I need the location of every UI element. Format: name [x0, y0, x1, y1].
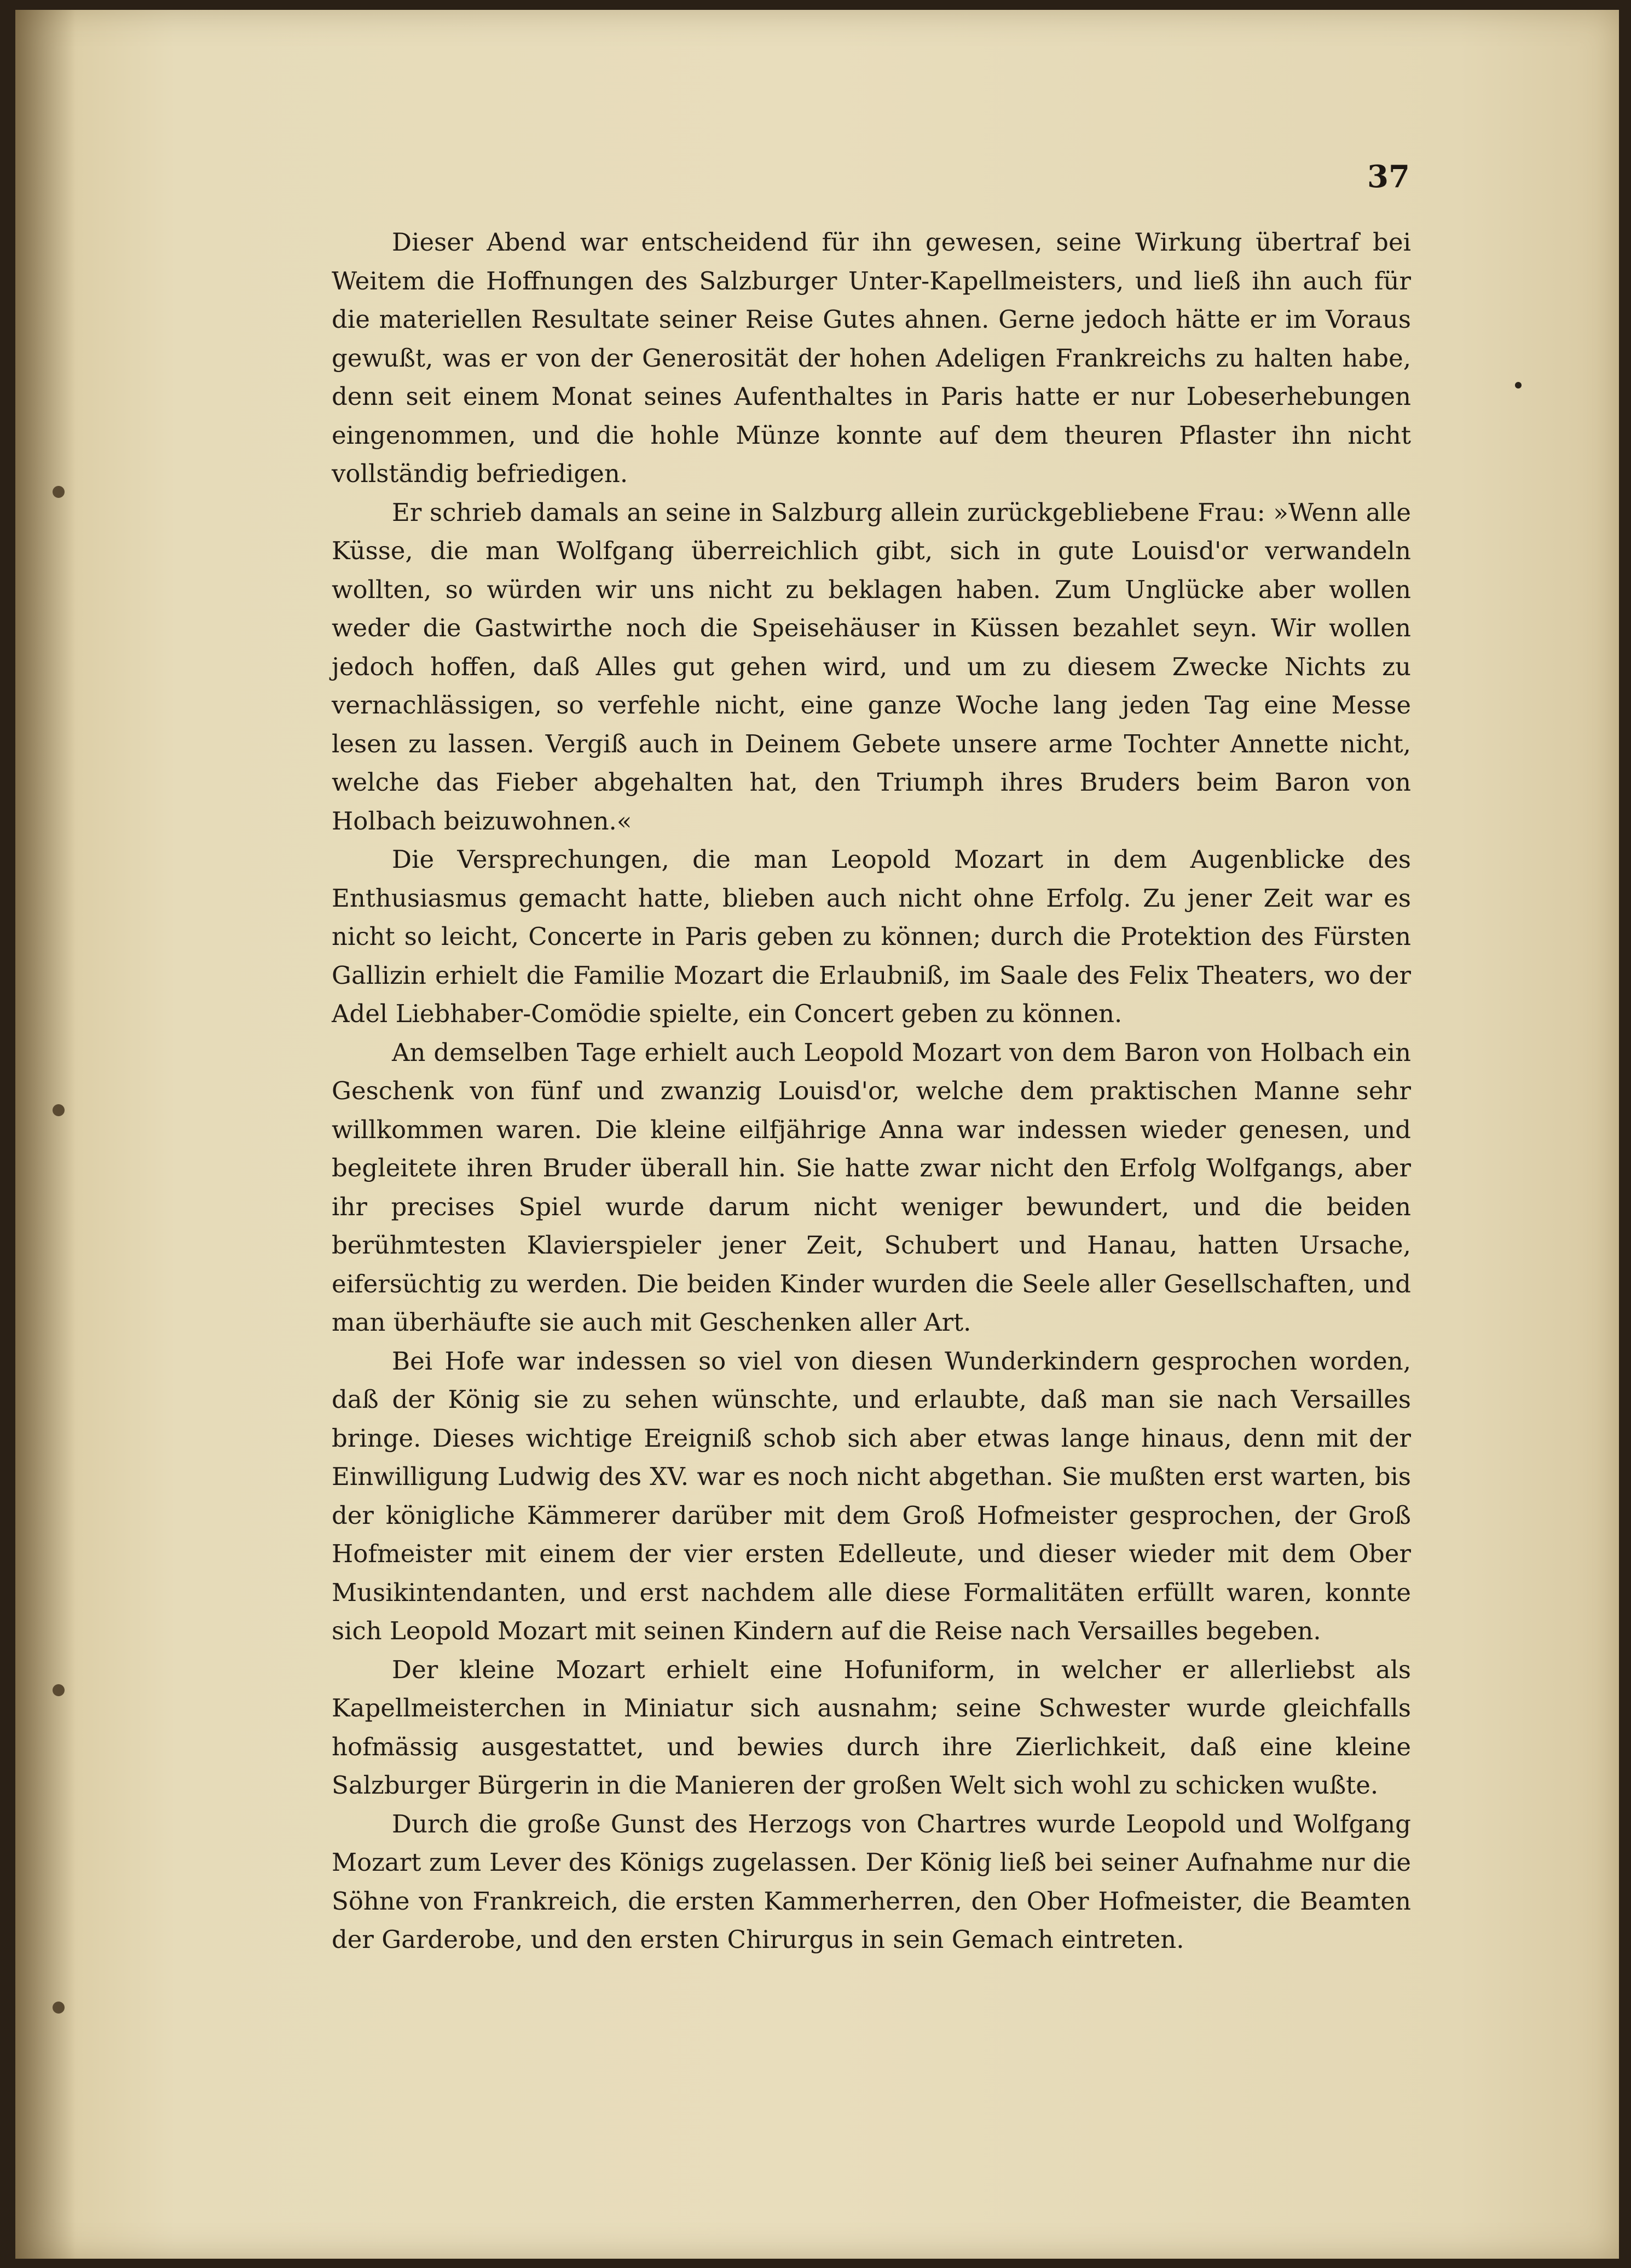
paragraph: Durch die große Gunst des Herzogs von Chartres wurde Leopold und Wolfgang Mozart zum Lever des Königs zugelassen. Der König ließ bei seiner Aufnahme nur die Söhne von Frankreich, die ersten Kammerherren, den Ober Hofmeister, die Beamten der Garderobe, und den ersten Chirurgus in sein Gemach eintreten. — [332, 1809, 1411, 1954]
paragraph: Bei Hofe war indessen so viel von diesen Wunderkindern gesprochen worden, daß der König sie zu sehen wünschte, und erlaubte, daß man sie nach Versailles bringe. Dieses wichtige Ereigniß schob sich aber etwas lange hinaus, denn mit der Einwilligung Ludwig des XV. war es noch nicht abgethan. Sie mußten erst warten, bis der königliche Kämmerer darüber mit dem Groß Hofmeister gesprochen, der Groß Hofmeister mit einem der vier ersten Edelleute, und dieser wieder mit dem Ober Musikintendanten, und erst nachdem alle diese Formalitäten erfüllt waren, konnte sich Leopold Mozart mit seinen Kindern auf die Reise nach Versailles begeben. — [332, 1346, 1411, 1645]
binding-hole — [53, 2002, 65, 2014]
paragraph: An demselben Tage erhielt auch Leopold Mozart von dem Baron von Holbach ein Geschenk von fünf und zwanzig Louisd'or, welche dem praktischen Manne sehr willkommen waren. Die kleine eilfjährige Anna war indessen wieder genesen, und begleitete ihren Bruder überall hin. Sie hatte zwar nicht den Erfolg Wolfgangs, aber ihr precises Spiel wurde darum nicht weniger bewundert, und die beiden berühmtesten Klavierspieler jener Zeit, Schubert und Hanau, hatten Ursache, eifersüchtig zu werden. Die beiden Kinder wurden die Seele aller Gesellschaften, und man überhäufte sie auch mit Geschenken aller Art. — [332, 1037, 1411, 1337]
binding-hole — [53, 1684, 65, 1696]
paragraph: Die Versprechungen, die man Leopold Mozart in dem Augenblicke des Enthusiasmus gemacht hatte, blieben auch nicht ohne Erfolg. Zu jener Zeit war es nicht so leicht, Concerte in Paris geben zu können; durch die Protektion des Fürsten Gallizin erhielt die Familie Mozart die Erlaubniß, im Saale des Felix Theaters, wo der Adel Liebhaber-Comödie spielte, ein Concert geben zu können. — [332, 845, 1411, 1028]
paragraph: Dieser Abend war entscheidend für ihn gewesen, seine Wirkung übertraf bei Weitem die Hoffnungen des Salzburger Unter-Kapellmeisters, und ließ ihn auch für die materiellen Resultate seiner Reise Gutes ahnen. Gerne jedoch hätte er im Voraus gewußt, was er von der Generosität der hohen Adeligen Frankreichs zu halten habe, denn seit einem Monat seines Aufenthaltes in Paris hatte er nur Lobeserhebungen eingenommen, und die hohle Münze konnte auf dem theuren Pflaster ihn nicht vollständig befriedigen. — [332, 228, 1411, 488]
binding-hole — [53, 1104, 65, 1116]
ink-spot — [1515, 382, 1522, 388]
body-text — [332, 223, 1411, 1959]
page-gutter — [15, 10, 76, 2259]
binding-hole — [53, 486, 65, 498]
book-page — [15, 10, 1619, 2259]
paragraph: Er schrieb damals an seine in Salzburg allein zurückgebliebene Frau: »Wenn alle Küsse, die man Wolfgang überreichlich gibt, sich in gute Louisd'or verwandeln wollten, so würden wir uns nicht zu beklagen haben. Zum Unglücke aber wollen weder die Gastwirthe noch die Speisehäuser in Küssen bezahlet seyn. Wir wollen jedoch hoffen, daß Alles gut gehen wird, und um zu diesem Zwecke Nichts zu vernachlässigen, so verfehle nicht, eine ganze Woche lang jeden Tag eine Messe lesen zu lassen. Vergiß auch in Deinem Gebete unsere arme Tochter Annette nicht, welche das Fieber abgehalten hat, den Triumph ihres Bruders beim Baron von Holbach beizuwohnen.« — [332, 497, 1411, 836]
page-number: 37 — [1367, 159, 1410, 195]
paragraph: Der kleine Mozart erhielt eine Hofuniform, in welcher er allerliebst als Kapellmeisterchen in Miniatur sich ausnahm; seine Schwester wurde gleichfalls hofmässig ausgestattet, und bewies durch ihre Zierlichkeit, daß eine kleine Salzburger Bürgerin in die Manieren der großen Welt sich wohl zu schicken wußte. — [332, 1655, 1411, 1800]
